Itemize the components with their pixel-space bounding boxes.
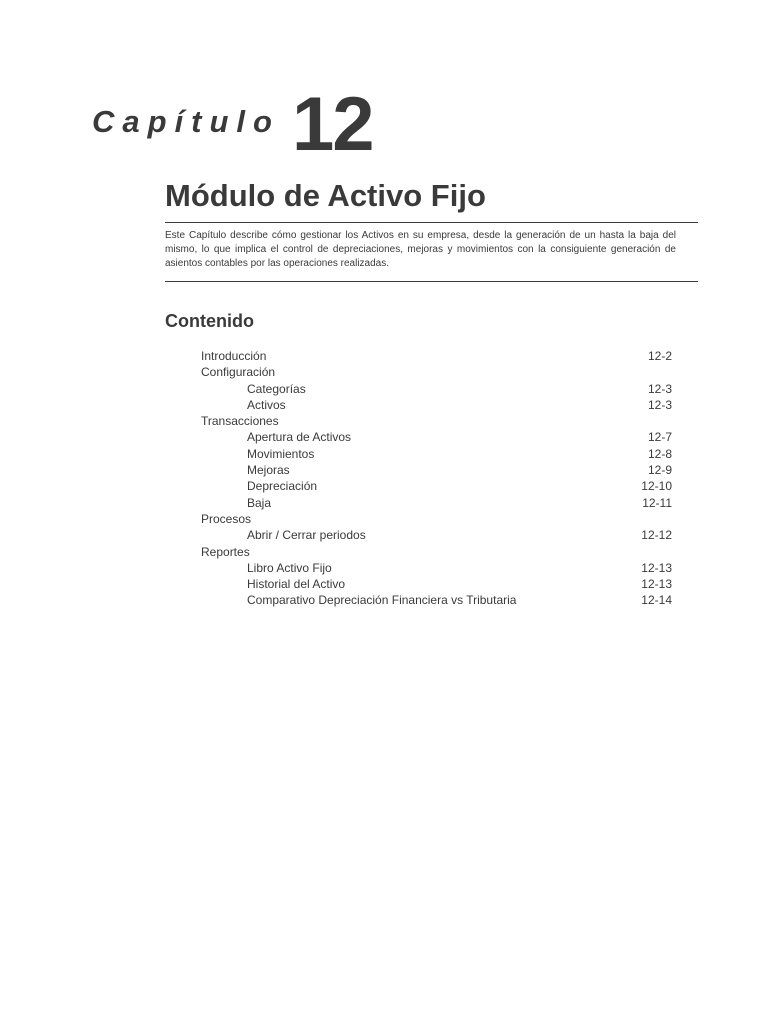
toc-entry [201,511,676,527]
toc-entry [201,413,676,429]
table-of-contents [201,348,676,609]
toc-entry-label: Apertura de Activos [247,430,352,445]
toc-entry [201,544,676,560]
toc-entry-page: 12-2 [647,349,672,363]
toc-entry-label: Baja [247,495,272,510]
toc-entry-page: 12-11 [642,495,672,510]
toc-entry-label: Historial del Activo [247,577,346,592]
toc-entry [201,348,676,364]
toc-entry [201,576,676,592]
toc-entry [201,478,676,494]
top-divider [165,222,698,223]
toc-entry-page: 12-12 [641,528,672,543]
toc-entry-label: Comparativo Depreciación Financiera vs Tributaria [247,593,517,608]
toc-entry [201,495,676,511]
toc-entry [201,527,676,543]
toc-entry-label: Libro Activo Fijo [247,560,332,575]
toc-entry-page: 12-8 [647,446,672,461]
toc-entry-label: Transacciones [201,414,279,429]
toc-entry-page: 12-13 [641,577,672,592]
toc-entry-label: Procesos [201,511,252,526]
toc-entry-page: 12-14 [641,593,672,608]
toc-entry [201,462,676,478]
toc-entry-page: 12-3 [647,381,672,396]
toc-entry-label: Mejoras [247,463,290,478]
toc-entry [201,429,676,445]
toc-entry-page: 12-10 [641,479,672,494]
toc-entry-label: Categorías [247,381,306,396]
toc-entry [201,397,676,413]
toc-entry-label: Introducción [201,349,267,363]
toc-entry-page: 12-13 [641,560,672,575]
chapter-number: 12 [292,82,373,167]
toc-entry-label: Activos [247,397,286,412]
toc-entry-label: Movimientos [247,446,315,461]
toc-entry [201,381,676,397]
chapter-description: Este Capítulo describe cómo gestionar los Activos en su empresa, desde la generación de un hasta la baja del mismo, lo que implica el control de depreciaciones, mejoras y movimientos con la consiguiente generación de asientos contables por las operaciones realizadas. [165,230,676,269]
bottom-divider [165,281,698,282]
toc-entry [201,446,676,462]
toc-entry-label: Abrir / Cerrar periodos [247,528,366,543]
chapter-word: Capítulo [92,104,280,139]
contents-heading: Contenido [165,311,254,331]
toc-entry-label: Depreciación [247,479,318,494]
toc-entry-page: 12-7 [647,430,672,445]
toc-entry-page: 12-9 [647,463,672,478]
toc-entry-label: Reportes [201,544,250,559]
module-title: Módulo de Activo Fijo [165,178,486,213]
toc-entry [201,364,676,380]
toc-entry [201,560,676,576]
toc-entry-page: 12-3 [647,397,672,412]
toc-entry [201,592,676,608]
toc-entry-label: Configuración [201,365,276,380]
